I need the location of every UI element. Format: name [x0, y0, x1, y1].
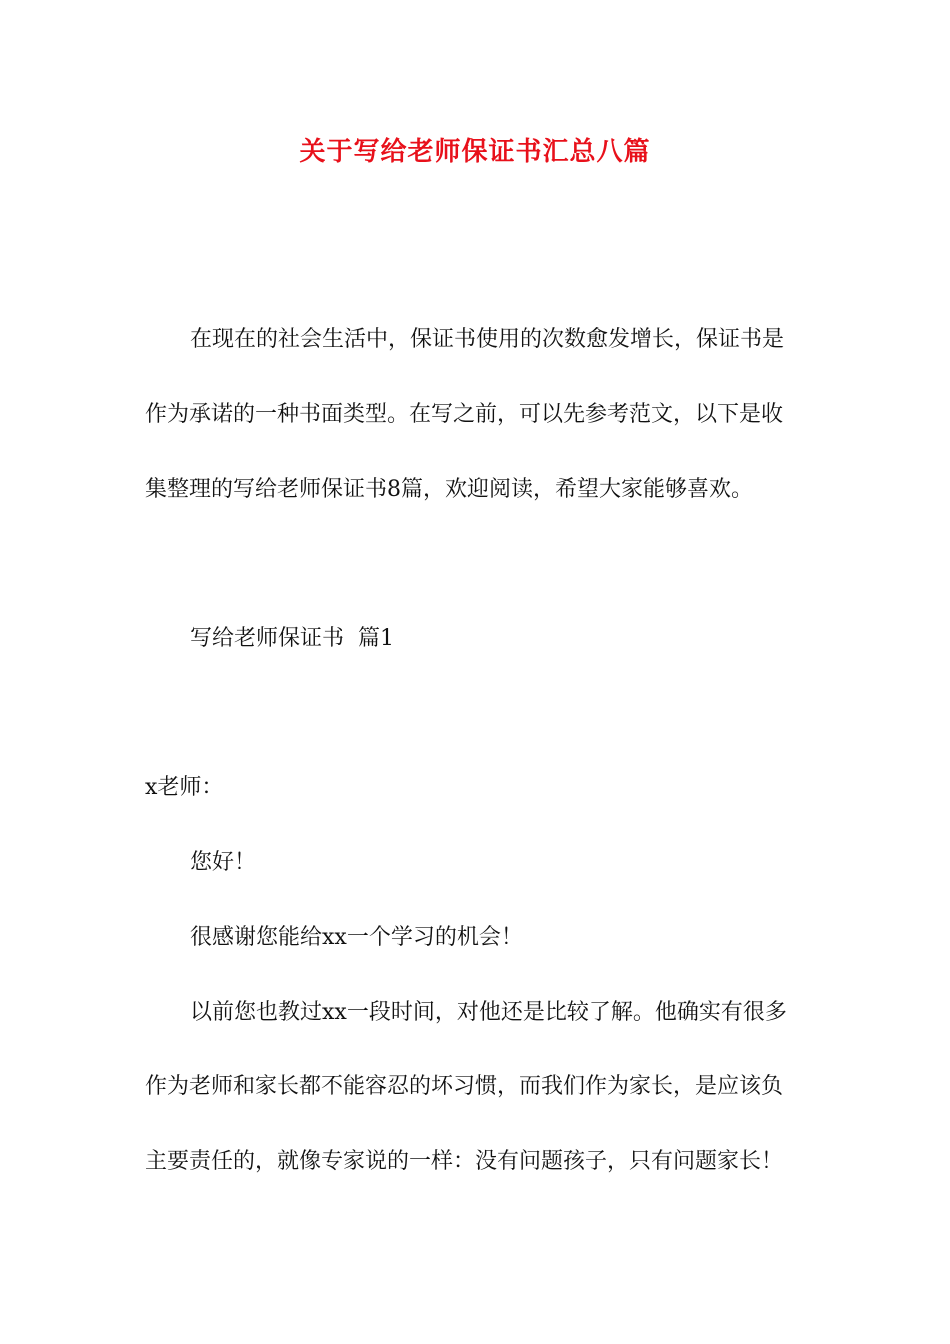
intro-line-2: 作为承诺的一种书面类型。在写之前，可以先参考范文，以下是收: [145, 402, 784, 427]
body-line-1: 以前您也教过xx一段时间，对他还是比较了解。他确实有很多: [190, 1000, 787, 1025]
body-line-3: 主要责任的，就像专家说的一样：没有问题孩子，只有问题家长！: [145, 1149, 784, 1174]
document-title: 关于写给老师保证书汇总八篇: [299, 137, 651, 167]
section-heading: 写给老师保证书 篇1: [190, 626, 394, 651]
body-line-2: 作为老师和家长都不能容忍的坏习惯，而我们作为家长，是应该负: [145, 1074, 784, 1099]
thanks-line: 很感谢您能给xx一个学习的机会！: [190, 925, 523, 950]
salutation: x老师：: [145, 775, 224, 800]
greeting: 您好！: [190, 850, 257, 875]
intro-line-1: 在现在的社会生活中，保证书使用的次数愈发增长，保证书是: [190, 327, 785, 352]
intro-line-3: 集整理的写给老师保证书8篇，欢迎阅读，希望大家能够喜欢。: [145, 477, 753, 502]
